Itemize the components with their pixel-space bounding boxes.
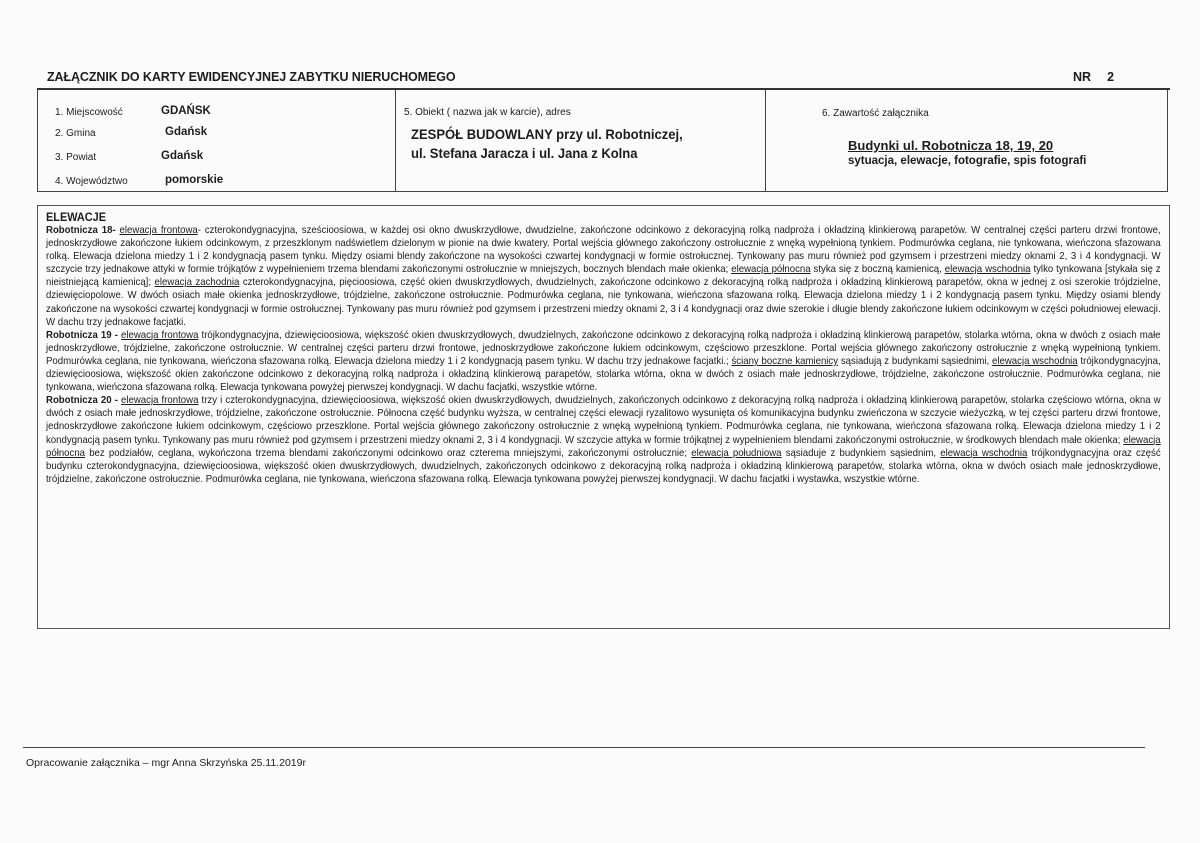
description-text: styka się z boczną kamienicą, — [813, 264, 942, 276]
obiekt-value-line1: ZESPÓŁ BUDOWLANY przy ul. Robotniczej, — [411, 126, 683, 142]
zawartosc-value-line1: Budynki ul. Robotnicza 18, 19, 20 — [848, 138, 1054, 153]
building-lead: Robotnicza 19 - — [46, 329, 118, 341]
gmina-label: 2. Gmina — [55, 128, 96, 139]
page-title: ZAŁĄCZNIK DO KARTY EWIDENCYJNEJ ZABYTKU NIERUCHOMEGO — [47, 70, 456, 84]
description-text: trójkondygnacyjna, dziewięcioosiowa, większość okien dwuskrzydłowych, dwudzielnych, zakończone odcinkowo z dekoracyjną rolką nadproża i okładziną klinkierową parapetów, stolarka wtórna, okna w dwóch z osiach małe jednoskrzydłowe, trójdzielne, zakończone ostrołucznie. W centralnej części parteru drzwi frontowe, jednoskrzydłowe zakończone łukiem odcinkowym, częściowo przeszklone. Portal wejścia głównego zakończony ostrołucznie z wnęką wypełnioną tynkiem. Podmurówka ceglana, nie tynkowana, wieńczona sfazowana rolką. Elewacja dzielona miedzy 1 i 2 kondygnacją pasem tynku. W dachu trzy jednakowe facjatki.; — [46, 329, 1161, 367]
facade-term: elewacja frontowa — [119, 225, 198, 236]
miejscowosc-label: 1. Miejscowość — [55, 107, 123, 118]
description-text: trójkondygnacyjna oraz część budynku czterokondygnacyjna, dziewięcioosiowa, większość okien dwuskrzydłowych, dwudzielnych, zakończonych odcinkowo z dekoracyjną rolką nadproża i okładziną klinkierową parapetów, stolarka wtórna, okna w dwóch osiach małe jednoskrzydłowe, trójdzielne, zakończone ostrołucznie. Podmurówka ceglana, nie tynkowana, wieńczona sfazowana rolką. Elewacja tynkowana powyżej pierwszej kondygnacji. W dachu facjatki i wystawka, wszystkie wtórne. — [46, 447, 1161, 485]
footer-text: Opracowanie załącznika – mgr Anna Skrzyńska 25.11.2019r — [26, 757, 306, 769]
description-text: sąsiaduje z budynkiem sąsiednim, — [785, 447, 937, 459]
elewacje-heading: ELEWACJE — [46, 210, 107, 224]
facade-term: ściany boczne kamienicy — [731, 355, 839, 367]
powiat-label: 3. Powiat — [55, 152, 97, 163]
obiekt-value — [411, 125, 683, 163]
column-divider — [765, 90, 766, 191]
footer-rule — [23, 747, 1145, 748]
obiekt-label: 5. Obiekt ( nazwa jak w karcie), adres — [404, 107, 571, 118]
description-text: sąsiadują z budynkami sąsiednimi, — [840, 355, 990, 367]
facade-term: elewacja wschodnia — [992, 355, 1078, 367]
description-text: trójkondygnacyjna, dziewięcioosiowa, większość okien zakończone odcinkowo z dekoracyjną rolką nadproża i okładziną klinkierową parapetów, stolarka wtórna, okna w dwóch z osiach małe jednoskrzydłowe, trójdzielne, zakończone ostrołucznie. Podmurówka ceglana, nie tynkowana, wieńczona sfazowana rolką. Elewacja tynkowana powyżej pierwszej kondygnacji. W dachu facjatki, wszystkie wtórne. — [46, 355, 1161, 394]
elewacje-section — [37, 205, 1170, 629]
gmina-value: Gdańsk — [165, 126, 208, 138]
description-text: bez podziałów, ceglana, wykończona trzema blendami zakończonymi odcinkowo oraz czterema mniejszymi, zakończonymi ostrołucznie; — [89, 447, 688, 459]
wojewodztwo-label: 4. Województwo — [55, 176, 128, 187]
record-number — [1073, 70, 1114, 84]
column-divider — [395, 90, 396, 191]
zawartosc-label: 6. Zawartość załącznika — [822, 108, 929, 119]
paragraph-robotnicza-20 — [46, 394, 1161, 486]
description-text: czterokondygnacyjna, pięcioosiowa, część okien dwuskrzydłowych, dwudzielnych, zakończone odcinkowo z dekoracyjną rolką nadproża i okładziną klinkierową parapetów, okna w jednej z osi szerokie trójdzielne, dziewięciopolowe. W dwóch osiach małe okienka jednoskrzydłowe, trójdzielne, zakończone ostrołucznie. Podmurówka ceglana, nie tynkowana, wieńczona sfazowana rolką. Elewacja dzielona miedzy 1 i 2 kondygnacją pasem tynku. Między osiami blendy zakończone na wysokości czwartej kondygnacji w formie ostrołucznej. Tynkowany pas muru również pod gzymsem i przestrzeni miedzy oknami 2, 3 i 4 kondygnacji oraz dwie szerokie i długie blendy zakończone łukiem odcinkowym w części południowej elewacji. W dachu trzy jednakowe facjatki. — [46, 277, 1161, 328]
description-text: trzy i czterokondygnacyjna, dziewięcioosiowa, większość okien dwuskrzydłowych, dwudzielnych, zakończonych odcinkowo z dekoracyjną rolką nadproża i okładziną klinkierową parapetów, stolarka częściowo wtórna, okna w dwóch z osiach małe jednoskrzydłowe, trójdzielne, zakończone ostrołucznie. Północna część budynku wyższa, w centralnej części elewacji ryzalitowo wysunięta oś komunikacyjna budynku zwieńczona w szczycie wieżyczką, w tej części parteru drzwi frontowe, jednoskrzydłowe zakończone łukiem odcinkowym, częściowo przeszklone. Portal wejścia głównego zakończony ostrołucznie z wnęką wypełnioną tynkiem. Podmurówka ceglana, nie tynkowana, wieńczona sfazowana rolką. Elewacja dzielona miedzy 1 i 2 kondygnacją pasem tynku. Tynkowany pas muru również pod gzymsem i przestrzeni miedzy oknami 2, 3 i 4 kondygnacji. W szczycie attyka w formie trójkątnej z wypełnieniem blendami zakończonymi ostrołucznie, w środkowych blendach małe okienka; — [46, 395, 1161, 446]
building-lead: Robotnicza 18- — [46, 225, 116, 236]
paragraph-robotnicza-19 — [46, 329, 1161, 394]
nr-value: 2 — [1107, 70, 1115, 84]
description-text: tylko tynkowana [stykała się z nieistniejącą kamienicą]; — [46, 264, 1161, 289]
zawartosc-value-line2: sytuacja, elewacje, fotografie, spis fotografi — [848, 155, 1087, 167]
facade-term: elewacja południowa — [691, 447, 782, 459]
facade-term: elewacja wschodnia — [940, 447, 1028, 459]
facade-term: elewacja frontowa — [121, 395, 199, 407]
obiekt-value-line2: ul. Stefana Jaracza i ul. Jana z Kolna — [411, 145, 638, 161]
facade-term: elewacja zachodnia — [154, 277, 240, 289]
powiat-value: Gdańsk — [161, 150, 204, 162]
miejscowosc-value: GDAŃSK — [161, 105, 211, 117]
building-lead: Robotnicza 20 - — [46, 395, 118, 407]
facade-term: elewacja północna — [46, 434, 1161, 459]
nr-label: NR — [1073, 70, 1092, 84]
facade-term: elewacja frontowa — [121, 329, 199, 341]
facade-term: elewacja wschodnia — [944, 264, 1031, 276]
paragraph-robotnicza-18 — [46, 224, 1161, 329]
elewacje-text — [46, 210, 1161, 486]
facade-term: elewacja północna — [731, 264, 811, 276]
wojewodztwo-value: pomorskie — [165, 174, 224, 186]
description-text: - czterokondygnacyjna, sześcioosiowa, w każdej osi okno dwuskrzydłowe, dwudzielne, zakończone odcinkowo z dekoracyjną rolką nadproża i okładziną klinkierową parapetów. W centralnej części parteru drzwi frontowe, jednoskrzydłowe zakończone łukiem odcinkowym, z przeszklonym nadświetlem dzielonym w pionie na dwie kwatery. Portal wejścia głównego zakończony ostrołucznie z wnęką wypełnioną tynkiem. Podmurówka ceglana, nie tynkowana, wieńczona sfazowana rolką. Elewacja dzielona miedzy 1 i 2 kondygnacją pasem tynku. Między osiami blendy zakończone na wysokości czwartej kondygnacji w formie ostrołucznej. Tynkowany pas muru również pod gzymsem i przestrzeni miedzy oknami 2, 3 i 4 kondygnacji. W szczycie trzy jednakowe attyki w formie trójkątów z wypełnieniem trzema blendami zakończonymi ostrołucznie w mniejszych, bocznych blendach małe okienka; — [46, 225, 1161, 276]
header-table — [37, 90, 1168, 192]
